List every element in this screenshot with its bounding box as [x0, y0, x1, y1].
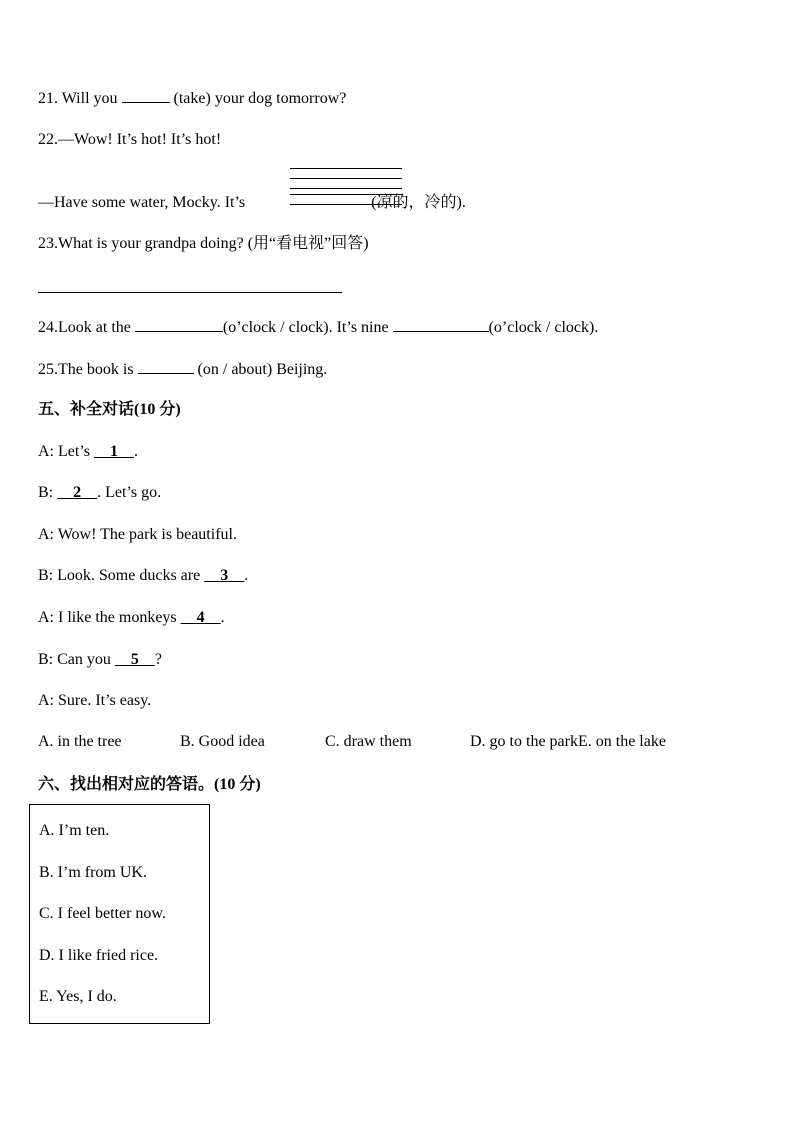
section-5-points: (10 分): [134, 401, 181, 418]
dialog-line-4: [38, 566, 248, 586]
dialog-line-6: [38, 650, 162, 670]
question-24: [38, 317, 598, 338]
dialog-line-2: [38, 483, 161, 503]
dialog-text: .: [220, 609, 225, 626]
q24-text-mid: (o’clock / clock). It’s nine: [222, 319, 389, 336]
option-c: C. draw them: [325, 733, 412, 750]
section-5-title: 五、补全对话: [38, 399, 135, 418]
section-5-heading: [38, 399, 181, 420]
q25-blank[interactable]: [138, 359, 194, 374]
section-6-title: 六、找出相对应的答语。: [38, 774, 215, 793]
question-21: [38, 88, 346, 109]
dialog-text: A: I like the monkeys: [38, 609, 177, 626]
question-22-line1: 22.—Wow! It’s hot! It’s hot!: [38, 131, 222, 148]
question-23: 23.What is your grandpa doing? (用“看电视”回答): [38, 235, 369, 252]
dialog-text: . Let’s go.: [97, 484, 162, 501]
q22-text-pre: —Have some water, Mocky. It’s: [38, 194, 246, 211]
dialog-text: B:: [38, 484, 54, 501]
answer-a: A. I’m ten.: [39, 822, 110, 839]
q24-blank-1[interactable]: [135, 317, 223, 332]
section-6-heading: [38, 774, 261, 795]
answer-e: E. Yes, I do.: [39, 988, 117, 1005]
answer-d: D. I like fried rice.: [39, 947, 159, 964]
option-b: B. Good idea: [180, 733, 265, 750]
question-25: [38, 359, 327, 380]
answer-b: B. I’m from UK.: [39, 864, 147, 881]
dialog-line-3: A: Wow! The park is beautiful.: [38, 526, 237, 543]
dialog-text: .: [244, 567, 249, 584]
question-22-line2: [38, 193, 466, 213]
dialog-text: A: Let’s: [38, 443, 90, 460]
dialog-blank-5[interactable]: 5: [130, 651, 139, 668]
q21-text-pre: 21. Will you: [38, 90, 118, 107]
q21-blank[interactable]: [122, 88, 170, 103]
dialog-blank-4[interactable]: 4: [196, 609, 205, 626]
q25-text-post: (on / about) Beijing.: [197, 361, 328, 378]
q25-text-pre: 25.The book is: [38, 361, 134, 378]
dialog-text: B: Look. Some ducks are: [38, 567, 201, 584]
q21-text-post: (take) your dog tomorrow?: [173, 90, 347, 107]
dialog-blank-1[interactable]: 1: [110, 443, 118, 460]
dialog-line-7: A: Sure. It’s easy.: [38, 692, 152, 709]
q24-blank-2[interactable]: [393, 317, 489, 332]
q24-text-post: (o’clock / clock).: [488, 319, 599, 336]
answer-options-box: [29, 804, 210, 1024]
dialog-line-1: [38, 442, 138, 462]
q23-answer-line[interactable]: [38, 292, 342, 293]
dialog-line-5: [38, 608, 225, 628]
answer-c: C. I feel better now.: [39, 905, 166, 922]
dialog-blank-3[interactable]: 3: [220, 567, 229, 584]
option-d-e: D. go to the parkE. on the lake: [470, 733, 666, 750]
section-6-points: (10 分): [214, 776, 261, 793]
option-a: A. in the tree: [38, 733, 122, 750]
dialog-blank-2[interactable]: 2: [73, 484, 82, 501]
dialog-text: B: Can you: [38, 651, 111, 668]
dialog-text: .: [134, 443, 138, 460]
dialog-text: ?: [154, 651, 162, 668]
q22-text-post: (凉的，冷的).: [371, 194, 466, 211]
q24-text-pre: 24.Look at the: [38, 319, 131, 336]
